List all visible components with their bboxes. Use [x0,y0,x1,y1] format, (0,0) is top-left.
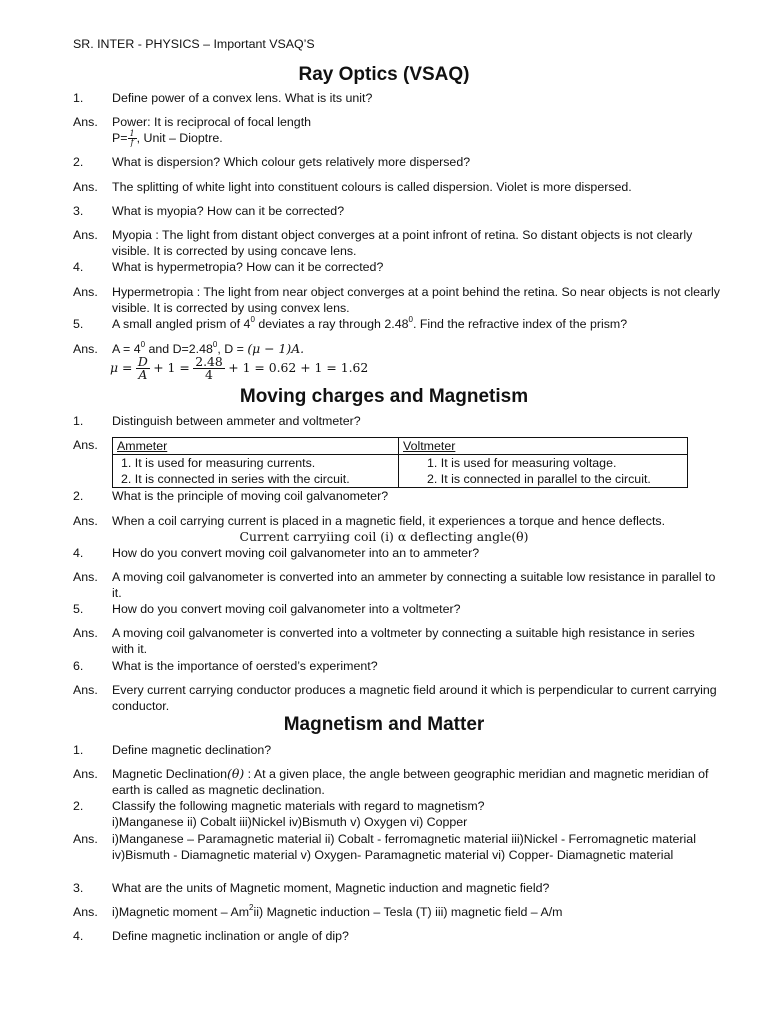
question-text: Define power of a convex lens. What is its unit? [112,91,373,105]
theta-symbol: (θ) [227,766,245,781]
question-text: What is the importance of oersted’s experiment? [112,659,378,673]
question-number: 3. [73,881,84,895]
fraction [193,356,225,381]
answer-label: Ans. [73,180,98,194]
denominator: 4 [205,367,213,382]
numerator: 1 [129,129,135,139]
table-row [113,455,688,488]
text-part: A = 4 [112,342,141,356]
answer-text [112,904,720,920]
answer-text: Myopia : The light from distant object converges at a point infront of retina. So distant objects is not clearly visible. It is corrected by using concave lens. [112,228,693,258]
question-text: Define magnetic declination? [112,743,272,757]
degree-sup: 0 [140,340,146,349]
text-part: i)Magnetic moment – Am [112,905,250,919]
text-part: Classify the following magnetic materials with regard to magnetism? [112,799,485,813]
question-number: 3. [73,204,84,218]
question-number: 1. [73,91,84,105]
answer-text: A moving coil galvanometer is converted into a voltmeter by connecting a suitable high resistance in series with it. [112,626,695,656]
question-number: 2. [73,155,84,169]
list-item: 1. It is used for measuring voltage. [427,456,617,470]
answer-label: Ans. [73,228,98,242]
degree-sup: 0 [408,315,413,324]
question-text: What is dispersion? Which colour gets relatively more dispersed? [112,155,471,169]
question-text [112,316,720,332]
question-text: How do you convert moving coil galvanometer into an to ammeter? [112,546,480,560]
degree-sup: 0 [250,315,255,324]
answer-text: Every current carrying conductor produces a magnetic field around it which is perpendicular to current carrying conductor. [112,683,717,713]
section-title-magnetism-matter: Magnetism and Matter [283,714,485,735]
equation-result: + 1 = 0.62 + 1 = 1.62 [228,359,369,375]
table-header-cell [399,438,688,455]
answer-label: Ans. [73,570,98,584]
page-header: SR. INTER - PHYSICS – Important VSAQ’S [73,37,315,51]
answer-label: Ans. [73,767,98,781]
answer-label: Ans. [73,285,98,299]
galvanometer-equation: Current carryiing coil (i) α deflecting angle(θ) [239,529,529,544]
text-part: : At a given place, the angle between geographic meridian and magnetic meridian of earth is called as magnetic declination. [112,767,709,797]
text-part: , D = [217,342,248,356]
text-part: . Find the refractive index of the prism? [412,317,628,331]
equation-part: + 1 = [153,359,190,375]
text-part: A small angled prism of 4 [112,317,251,331]
answer-text: The splitting of white light into constituent colours is called dispersion. Violet is more dispersed. [112,180,632,194]
ammeter-header: Ammeter [117,439,168,453]
text-part: i)Manganese ii) Cobalt iii)Nickel iv)Bismuth v) Oxygen vi) Copper [112,815,468,829]
answer-text [112,114,720,147]
degree-sup: 0 [212,340,218,349]
question-text [112,798,720,830]
question-number: 5. [73,317,84,331]
question-number: 6. [73,659,84,673]
refractive-index-equation [110,356,760,381]
denominator: A [138,367,148,382]
mu-symbol: μ = [110,359,133,375]
answer-label: Ans. [73,832,98,846]
question-number: 1. [73,414,84,428]
table-cell [399,455,688,488]
answer-text [112,766,720,798]
power-symbol: P= [112,131,128,145]
unit-text: , Unit – Dioptre. [136,131,223,145]
question-number: 2. [73,489,84,503]
section-title-ray-optics: Ray Optics (VSAQ) [298,64,470,85]
answer-label: Ans. [73,626,98,640]
fraction [128,130,137,147]
text-part: deviates a ray through 2.48 [254,317,409,331]
question-text: What are the units of Magnetic moment, Magnetic induction and magnetic field? [112,881,550,895]
voltmeter-header: Voltmeter [403,439,456,453]
table-cell [113,455,399,488]
question-number: 4. [73,260,84,274]
question-text: Distinguish between ammeter and voltmeter? [112,414,361,428]
answer-text: A moving coil galvanometer is converted into an ammeter by connecting a suitable low resistance in parallel to it. [112,570,716,600]
section-title-moving-charges: Moving charges and Magnetism [239,386,529,407]
question-number: 2. [73,799,84,813]
question-number: 4. [73,546,84,560]
fraction [136,356,150,381]
answer-label: Ans. [73,342,98,356]
text-part: ii) Magnetic induction – Tesla (T) iii) magnetic field – A/m [253,905,563,919]
text-part: Magnetic Declination [112,767,228,781]
numerator: D [137,354,148,369]
answer-line: Power: It is reciprocal of focal length [112,115,312,129]
answer-text: Hypermetropia : The light from near object converges at a point behind the retina. So near objects is not clearly visible. It is corrected by using convex lens. [112,285,720,315]
denominator: f [130,138,134,148]
numerator: 2.48 [195,354,223,369]
answer-label: Ans. [73,683,98,697]
list-item: 2. It is connected in series with the circuit. [121,472,350,486]
answer-text: When a coil carrying current is placed in a magnetic field, it experiences a torque and hence deflects. [112,514,666,528]
table-header-cell [113,438,399,455]
answer-label: Ans. [73,905,98,919]
list-item: 2. It is connected in parallel to the circuit. [427,472,651,486]
power-equation [112,130,223,147]
question-number: 1. [73,743,84,757]
text-part: and D=2.48 [145,342,213,356]
answer-label: Ans. [73,438,98,452]
question-number: 5. [73,602,84,616]
question-text: What is hypermetropia? How can it be corrected? [112,260,384,274]
list-item: 1. It is used for measuring currents. [121,456,316,470]
answer-text: i)Manganese – Paramagnetic material ii) Cobalt - ferromagnetic material iii)Nickel - Ferromagnetic material iv)Bismuth - Diamagnetic material v) Oxygen- Paramagnetic material vi) Copper- Diamagnetic material [112,832,696,862]
question-text: How do you convert moving coil galvanometer into a voltmeter? [112,602,461,616]
squared-sup: 2 [249,903,254,912]
question-text: What is the principle of moving coil galvanometer? [112,489,389,503]
ammeter-voltmeter-table [112,437,688,488]
answer-label: Ans. [73,115,98,129]
question-number: 4. [73,929,84,943]
table-header-row [113,438,688,455]
question-text: What is myopia? How can it be corrected? [112,204,345,218]
question-text: Define magnetic inclination or angle of dip? [112,929,349,943]
answer-label: Ans. [73,514,98,528]
prism-formula: (μ − 1)A. [247,341,305,356]
